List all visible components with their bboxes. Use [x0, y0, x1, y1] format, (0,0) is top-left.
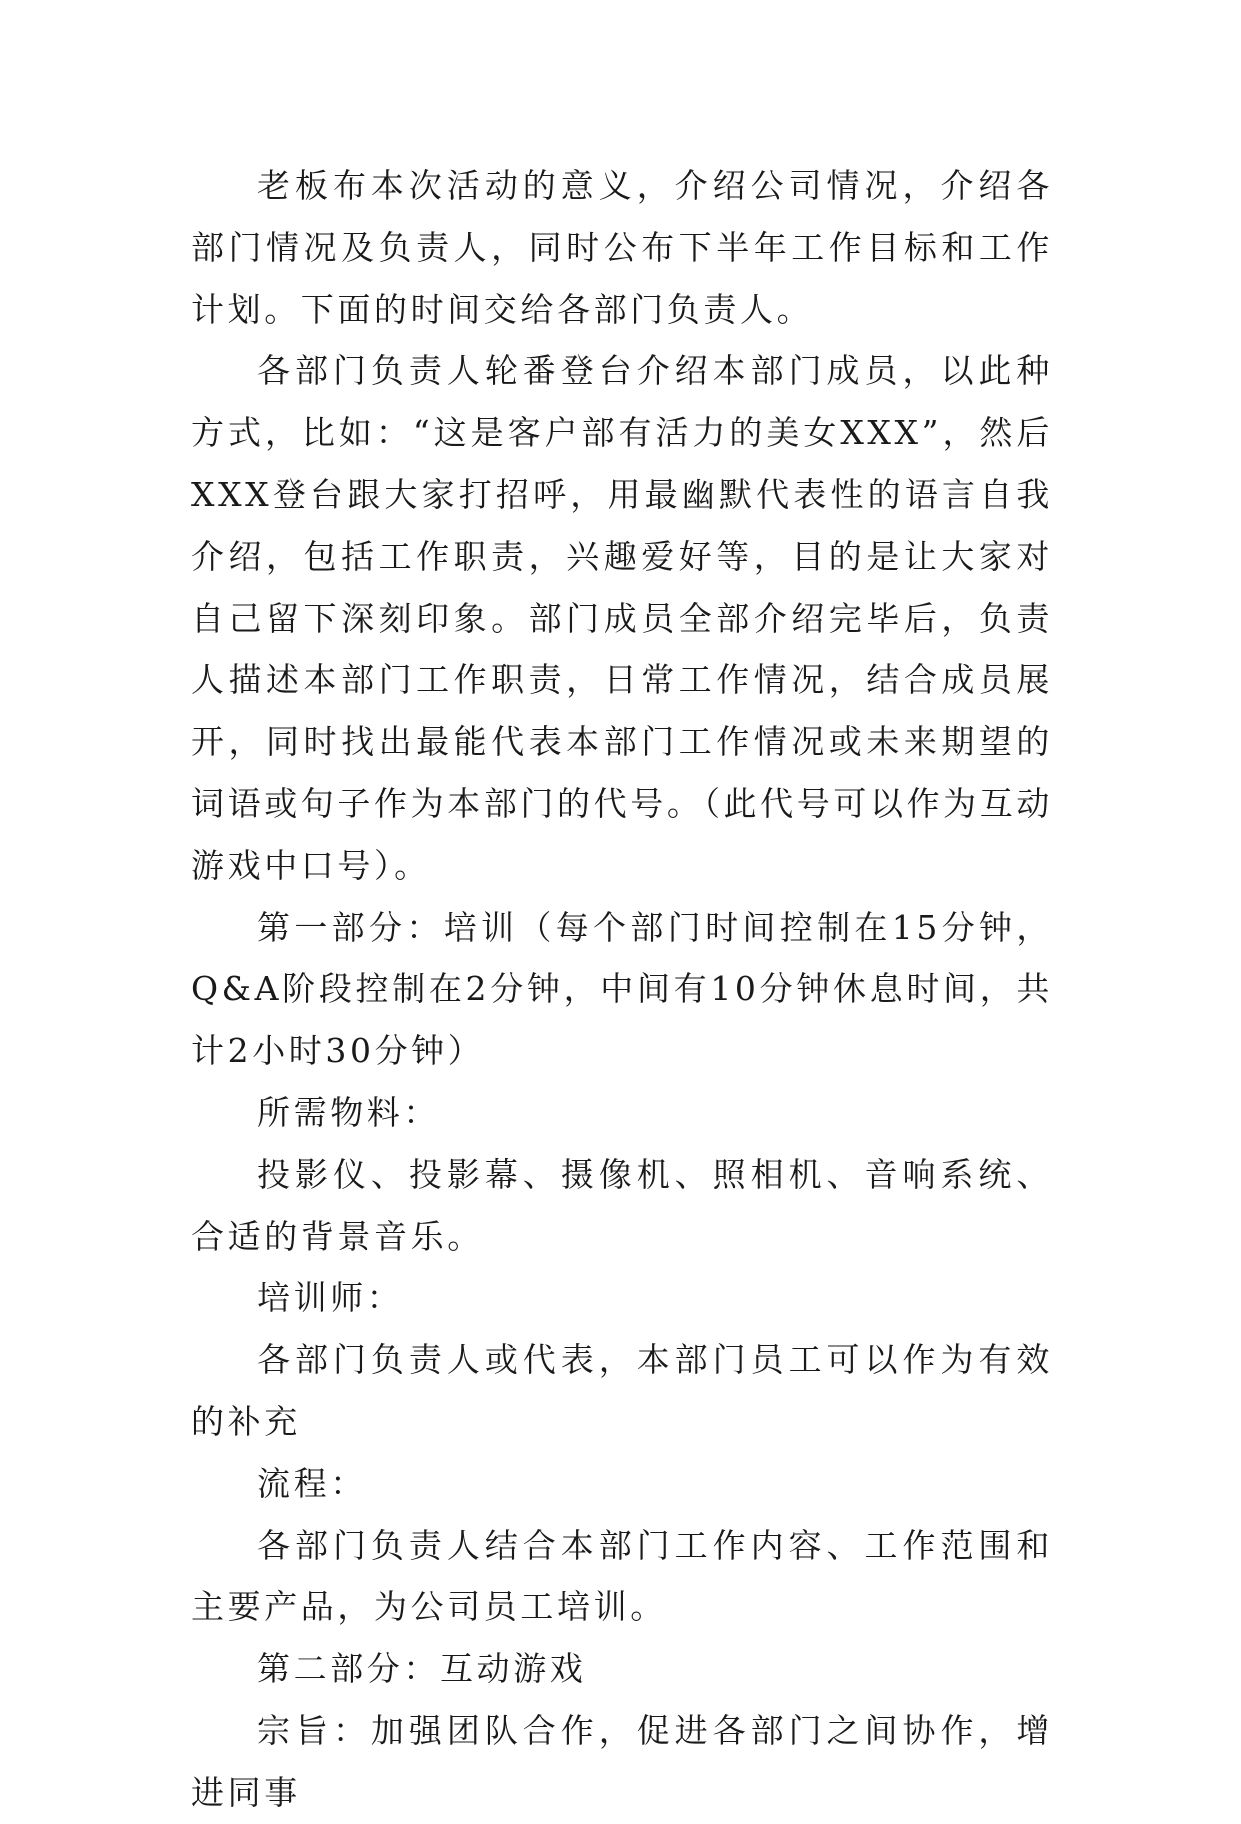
paragraph-trainer-heading: 培训师：: [257, 1278, 404, 1318]
paragraph-trainer-detail: 各部门负责人或代表，本部门员工可以作为有效的补充: [191, 1340, 1053, 1441]
paragraph-part-one-training: 第一部分：培训（每个部门时间控制在15分钟，Q&A阶段控制在2分钟，中间有10分钟休息时间，共计2小时30分钟）: [191, 907, 1053, 1071]
document-body: [191, 155, 1053, 1824]
paragraph-process-detail: 各部门负责人结合本部门工作内容、工作范围和主要产品，为公司员工培训。: [191, 1525, 1053, 1627]
paragraph-part-two-heading: 第二部分：互动游戏: [257, 1649, 587, 1689]
paragraph-department-intro: 各部门负责人轮番登台介绍本部门成员，以此种方式，比如：“这是客户部有活力的美女XXX”，然后XXX登台跟大家打招呼，用最幽默代表性的语言自我介绍，包括工作职责，兴趣爱好等，目的是让大家对自己留下深刻印象。部门成员全部介绍完毕后，负责人描述本部门工作职责，日常工作情况，结合成员展开，同时找出最能代表本部门工作情况或未来期望的词语或句子作为本部门的代号。（此代号可以作为互动游戏中口号）。: [191, 351, 1053, 885]
paragraph-process-heading: 流程：: [257, 1463, 367, 1503]
paragraph-materials-list: 投影仪、投影幕、摄像机、照相机、音响系统、合适的背景音乐。: [191, 1154, 1053, 1256]
paragraph-part-two-purpose: 宗旨：加强团队合作，促进各部门之间协作，增进同事: [191, 1710, 1053, 1812]
paragraph-opening-speech: 老板布本次活动的意义，介绍公司情况，介绍各部门情况及负责人，同时公布下半年工作目标和工作计划。下面的时间交给各部门负责人。: [191, 166, 1053, 329]
paragraph-materials-heading: 所需物料：: [257, 1092, 440, 1132]
